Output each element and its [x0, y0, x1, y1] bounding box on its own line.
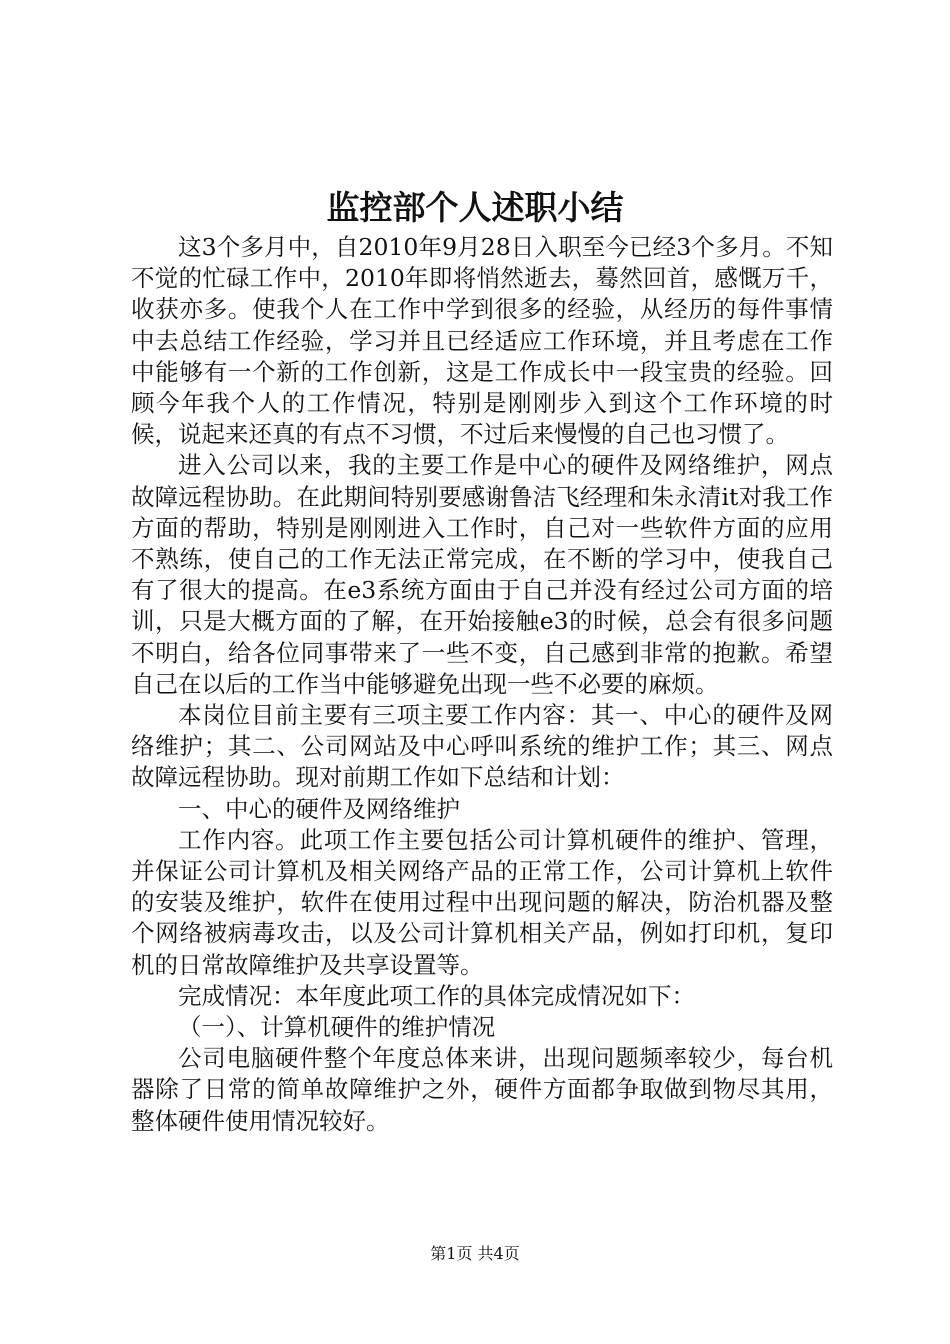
section-heading-hardware-network: 一、中心的硬件及网络维护: [178, 794, 460, 823]
document-title: 监控部个人述职小结: [326, 188, 624, 227]
paragraph-work-content: 工作内容。此项工作主要包括公司计算机硬件的维护、管理，并保证公司计算机及相关网络产品的正常工作，公司计算机上软件的安装及维护，软件在使用过程中出现问题的解决，防治机器及整个网络被病毒攻击，以及公司计算机相关产品，例如打印机，复印机的日常故障维护及共享设置等。: [131, 825, 833, 979]
document-body: [131, 232, 833, 1137]
page-number-footer: 第1页 共4页: [430, 1244, 520, 1263]
subsection-heading-hardware-maintenance: （一）、计算机硬件的维护情况: [178, 1013, 496, 1042]
paragraph-intro: 这3个多月中，自2010年9月28日入职至今已经3个多月。不知不觉的忙碌工作中，2010年即将悄然逝去，蓦然回首，感慨万千，收获亦多。使我个人在工作中学到很多的经验，从经历的每件事情中去总结工作经验，学习并且已经适应工作环境，并且考虑在工作中能够有一个新的工作创新，这是工作成长中一段宝贵的经验。回顾今年我个人的工作情况，特别是刚刚步入到这个工作环境的时候，说起来还真的有点不习惯，不过后来慢慢的自己也习惯了。: [131, 233, 833, 449]
paragraph-main-work: 进入公司以来，我的主要工作是中心的硬件及网络维护，网点故障远程协助。在此期间特别要感谢鲁洁飞经理和朱永清it对我工作方面的帮助，特别是刚刚进入工作时，自己对一些软件方面的应用不熟练，使自己的工作无法正常完成，在不断的学习中，使我自己有了很大的提高。在e3系统方面由于自己并没有经过公司方面的培训，只是大概方面的了解，在开始接触e3的时候，总会有很多问题不明白，给各位同事带来了一些不变，自己感到非常的抱歉。希望自己在以后的工作当中能够避免出现一些不必要的麻烦。: [131, 451, 833, 698]
paragraph-hardware-summary: 公司电脑硬件整个年度总体来讲，出现问题频率较少，每台机器除了日常的简单故障维护之外，硬件方面都争取做到物尽其用，整体硬件使用情况较好。: [131, 1044, 833, 1135]
paragraph-job-scope: 本岗位目前主要有三项主要工作内容：其一、中心的硬件及网络维护；其二、公司网站及中心呼叫系统的维护工作；其三、网点故障远程协助。现对前期工作如下总结和计划：: [131, 701, 833, 792]
paragraph-completion-status: 完成情况：本年度此项工作的具体完成情况如下：: [178, 981, 695, 1010]
